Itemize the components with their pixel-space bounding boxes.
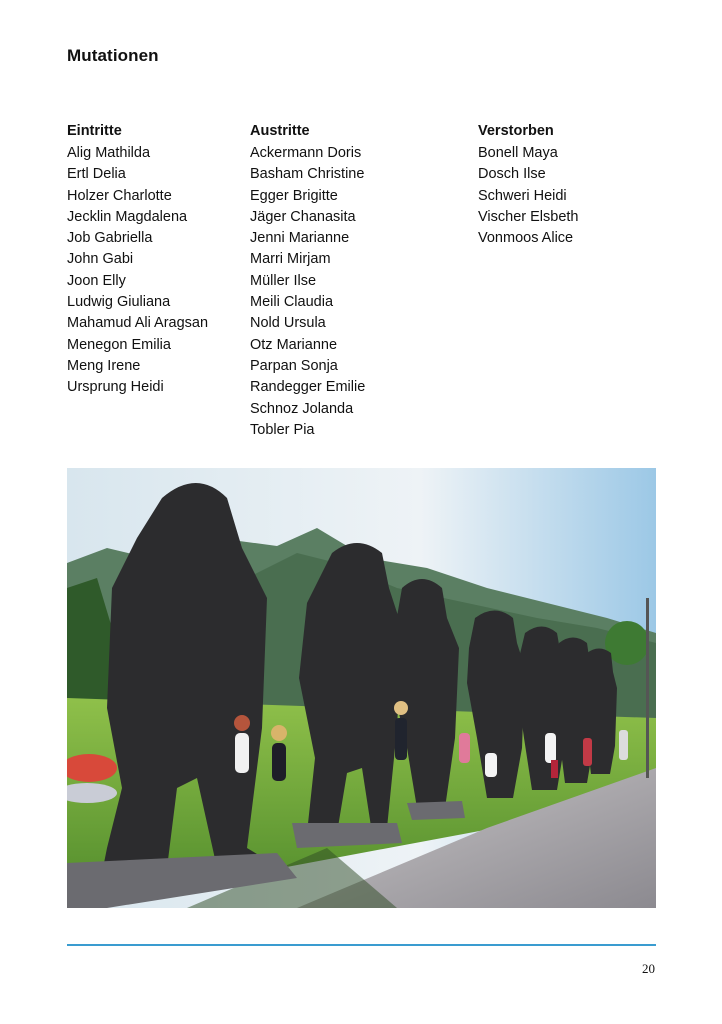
page-number: 20 xyxy=(642,961,655,976)
name-item: Müller Ilse xyxy=(250,272,317,289)
name-item: Job Gabriella xyxy=(67,230,153,247)
name-list xyxy=(250,143,365,441)
column-heading: Austritte xyxy=(250,123,310,139)
name-item: Schnoz Jolanda xyxy=(250,400,354,417)
name-item: Randegger Emilie xyxy=(250,379,366,396)
name-item: Basham Christine xyxy=(250,166,365,183)
column-eintritte xyxy=(67,122,208,399)
name-item: John Gabi xyxy=(67,251,134,268)
page-title: Mutationen xyxy=(67,46,159,65)
name-item: Schweri Heidi xyxy=(478,187,567,204)
name-list xyxy=(478,143,578,249)
name-item: Parpan Sonja xyxy=(250,357,338,374)
name-item: Joon Elly xyxy=(67,272,126,289)
name-list xyxy=(67,143,208,399)
name-item: Tobler Pia xyxy=(250,421,315,438)
column-verstorben xyxy=(478,122,578,249)
name-item: Vischer Elsbeth xyxy=(478,208,579,225)
name-item: Alig Mathilda xyxy=(67,145,151,161)
name-item: Meili Claudia xyxy=(250,294,334,311)
name-item: Otz Marianne xyxy=(250,336,338,353)
name-item: Vonmoos Alice xyxy=(478,230,574,247)
name-item: Ertl Delia xyxy=(67,166,126,183)
name-item: Ackermann Doris xyxy=(250,145,362,161)
name-item: Nold Ursula xyxy=(250,315,326,332)
name-item: Mahamud Ali Aragsan xyxy=(67,315,209,332)
name-item: Bonell Maya xyxy=(478,145,558,161)
name-item: Marri Mirjam xyxy=(250,251,331,268)
name-item: Meng Irene xyxy=(67,357,141,374)
column-austritte xyxy=(250,122,365,441)
name-item: Egger Brigitte xyxy=(250,187,338,204)
column-heading: Verstorben xyxy=(478,123,554,139)
name-item: Jäger Chanasita xyxy=(250,208,356,225)
name-item: Dosch Ilse xyxy=(478,166,546,183)
name-item: Menegon Emilia xyxy=(67,336,171,353)
footer-rule xyxy=(67,944,656,946)
group-photo xyxy=(67,468,656,908)
name-item: Holzer Charlotte xyxy=(67,187,172,204)
name-item: Ludwig Giuliana xyxy=(67,294,171,311)
name-item: Jecklin Magdalena xyxy=(67,208,188,225)
name-item: Ursprung Heidi xyxy=(67,379,164,396)
column-heading: Eintritte xyxy=(67,123,122,139)
name-item: Jenni Marianne xyxy=(250,230,350,247)
